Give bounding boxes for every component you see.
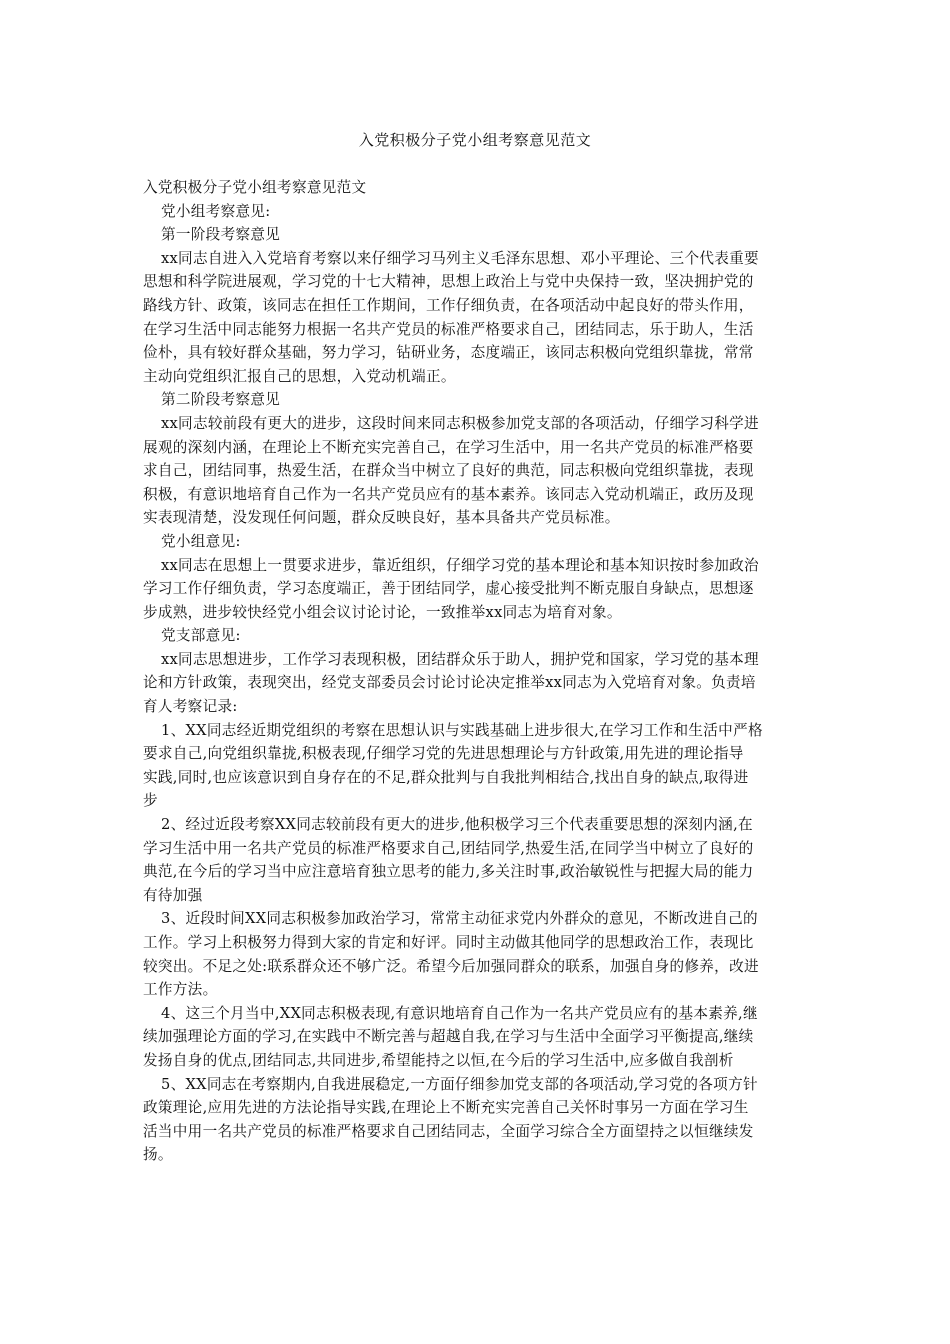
text-line: 3、近段时间XX同志积极参加政治学习，常常主动征求党内外群众的意见，不断改进自己的 — [161, 910, 758, 928]
text-line: 续加强理论方面的学习,在实践中不断完善与超越自我,在学习与生活中全面学习平衡提高,继续 — [143, 1028, 754, 1046]
text-line: 展观的深刻内涵，在理论上不断充实完善自己，在学习生活中，用一名共产党员的标准严格要 — [143, 438, 754, 456]
text-line: xx同志较前段有更大的进步，这段时间来同志积极参加党支部的各项活动，仔细学习科学进 — [161, 414, 759, 432]
text-line: 入党积极分子党小组考察意见范文 — [143, 179, 367, 196]
text-line: 较突出。不足之处:联系群众还不够广泛。希望今后加强同群众的联系，加强自身的修养，改进 — [143, 957, 759, 975]
text-line: 论和方针政策，表现突出，经党支部委员会讨论讨论决定推举xx同志为入党培育对象。负责培 — [143, 674, 756, 692]
text-line: 第二阶段考察意见 — [161, 391, 281, 409]
document-body — [143, 176, 811, 1167]
text-line: 育人考察记录: — [143, 698, 238, 716]
text-line: xx同志在思想上一贯要求进步，靠近组织，仔细学习党的基本理论和基本知识按时参加政治 — [161, 556, 759, 574]
text-line: 求自己，团结同事，热爱生活，在群众当中树立了良好的典范，同志积极向党组织靠拢，表现 — [143, 462, 754, 480]
text-line: xx同志思想进步，工作学习表现积极，团结群众乐于助人，拥护党和国家，学习党的基本理 — [161, 650, 759, 668]
text-line: 政策理论,应用先进的方法论指导实践,在理论上不断充实完善自己关怀时事另一方面在学习生 — [143, 1099, 749, 1117]
text-line: 积极，有意识地培育自己作为一名共产党员应有的基本素养。该同志入党动机端正，政历及现 — [143, 485, 754, 503]
text-line: 工作。学习上积极努力得到大家的肯定和好评。同时主动做其他同学的思想政治工作，表现比 — [143, 934, 754, 951]
text-line: 思想和科学院进展观，学习党的十七大精神，思想上政治上与党中央保持一致，坚决拥护党的 — [143, 273, 754, 291]
document-title: 入党积极分子党小组考察意见范文 — [358, 131, 592, 149]
text-line: 典范,在今后的学习当中应注意培育独立思考的能力,多关注时事,政治敏锐性与把握大局的能力 — [143, 863, 754, 881]
text-line: 要求自己,向党组织靠拢,积极表现,仔细学习党的先进思想理论与方针政策,用先进的理论指导 — [143, 745, 744, 763]
text-line: 1、XX同志经近期党组织的考察在思想认识与实践基础上进步很大,在学习工作和生活中严格 — [161, 721, 763, 739]
text-line: 党支部意见: — [161, 627, 241, 645]
text-line: 俭朴，具有较好群众基础，努力学习，钻研业务，态度端正，该同志积极向党组织靠拢，常常 — [143, 344, 754, 362]
text-line: 第一阶段考察意见 — [161, 226, 281, 244]
text-line: 实践,同时,也应该意识到自身存在的不足,群众批判与自我批判相结合,找出自身的缺点,取得进 — [143, 768, 749, 786]
text-line: 在学习生活中同志能努力根据一名共产党员的标准严格要求自己，团结同志，乐于助人，生活 — [143, 320, 754, 338]
text-line: 扬。 — [143, 1146, 173, 1164]
text-line: 工作方法。 — [143, 981, 218, 999]
text-line: 党小组考察意见: — [161, 202, 271, 220]
text-line: 有待加强 — [143, 886, 203, 904]
text-line: 实表现清楚，没发现任何问题，群众反映良好，基本具备共产党员标准。 — [143, 509, 620, 527]
text-line: xx同志自进入入党培育考察以来仔细学习马列主义毛泽东思想、邓小平理论、三个代表重要 — [161, 249, 759, 267]
text-line: 路线方针、政策，该同志在担任工作期间，工作仔细负责，在各项活动中起良好的带头作用， — [143, 296, 754, 314]
text-line: 2、经过近段考察XX同志较前段有更大的进步,他积极学习三个代表重要思想的深刻内涵,在 — [161, 816, 753, 834]
text-line: 活当中用一名共产党员的标准严格要求自己团结同志，全面学习综合全方面望持之以恒继续发 — [143, 1122, 754, 1140]
text-line: 步 — [143, 792, 158, 810]
text-line: 学习工作仔细负责，学习态度端正，善于团结同学，虚心接受批判不断克服自身缺点，思想逐 — [143, 580, 754, 598]
text-line: 学习生活中用一名共产党员的标准严格要求自己,团结同学,热爱生活,在同学当中树立了良好的 — [143, 839, 754, 857]
text-line: 步成熟，进步较快经党小组会议讨论讨论，一致推举xx同志为培育对象。 — [143, 603, 622, 621]
text-line: 党小组意见: — [161, 532, 241, 550]
text-line: 4、这三个月当中,XX同志积极表现,有意识地培育自己作为一名共产党员应有的基本素养,继 — [161, 1004, 758, 1022]
text-line: 发扬自身的优点,团结同志,共同进步,希望能持之以恒,在今后的学习生活中,应多做自我剖析 — [143, 1051, 734, 1069]
text-line: 5、XX同志在考察期内,自我进展稳定,一方面仔细参加党支部的各项活动,学习党的各项方针 — [161, 1075, 758, 1093]
text-line: 主动向党组织汇报自己的思想，入党动机端正。 — [143, 367, 456, 385]
